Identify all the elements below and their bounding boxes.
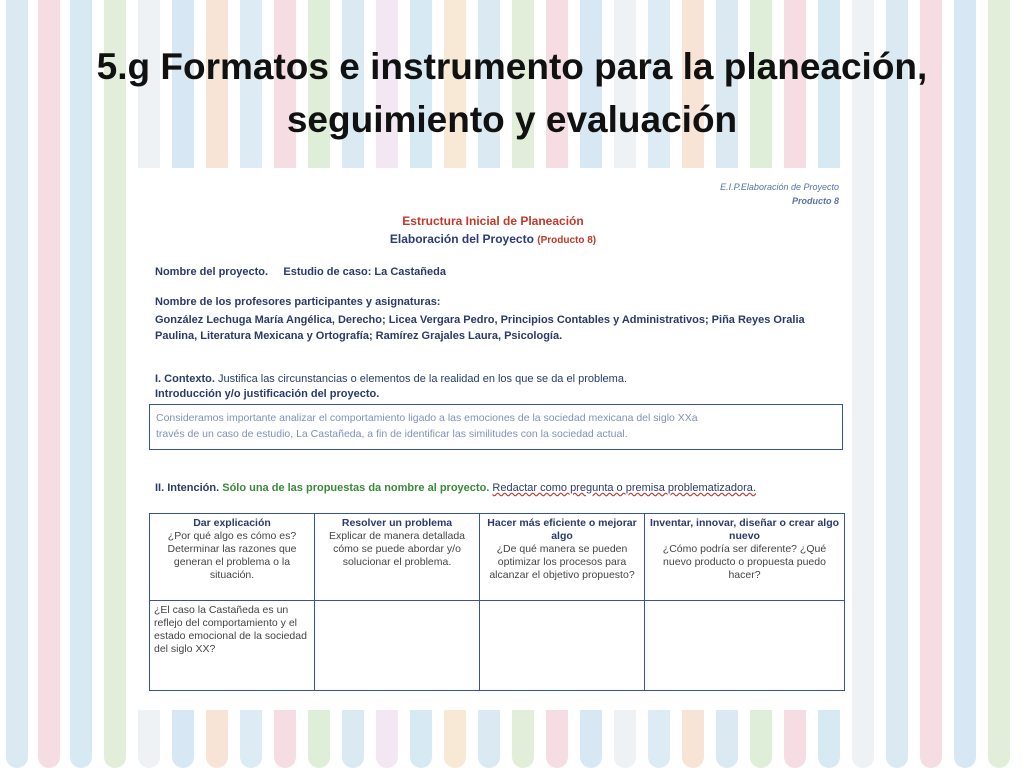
column-heading: Hacer más eficiente o mejorar algo — [487, 517, 637, 542]
intro-label: Introducción y/o justificación del proyecto. — [155, 388, 380, 400]
intention-label: II. Intención. — [155, 482, 220, 494]
column-heading: Dar explicación — [193, 517, 271, 529]
empty-cell — [315, 601, 480, 690]
project-name-line — [155, 266, 446, 278]
project-name-value: Estudio de caso: La Castañeda — [283, 266, 446, 278]
column-heading: Resolver un problema — [341, 517, 453, 529]
slide-title-line-1: 5.g Formatos e instrumento para la planeación, — [96, 46, 928, 87]
column-heading: Inventar, innovar, diseñar o crear algo nuevo — [649, 517, 840, 542]
context-box-line-1: Consideramos importante analizar el comportamiento ligado a las emociones de la sociedad mexicana del siglo XXa — [156, 412, 698, 424]
column-description: ¿De qué manera se pueden optimizar los procesos para alcanzar el objetivo propuesto? — [489, 543, 635, 581]
context-text: Justifica las circunstancias o elementos de la realidad en los que se da el problema. — [217, 373, 628, 385]
context-label: I. Contexto. — [155, 373, 215, 385]
teachers-label: Nombre de los profesores participantes y asignaturas: — [155, 296, 441, 308]
header-line-2: Producto 8 — [791, 196, 839, 206]
answer-cell: ¿El caso la Castañeda es un reflejo del comportamiento y el estado emocional de la sociedad del siglo XX? — [150, 601, 315, 690]
context-box — [149, 404, 843, 450]
teachers-line-2: Paulina, Literatura Mexicana y Ortografía; Ramírez Grajales Laura, Psicología. — [155, 330, 563, 342]
teachers-line-1: González Lechuga María Angélica, Derecho; Licea Vergara Pedro, Principios Contables y Administrativos; Piña Reyes Oralia — [155, 314, 805, 326]
column-description: ¿Cómo podría ser diferente? ¿Qué nuevo producto o propuesta puedo hacer? — [662, 543, 827, 581]
table-header-cell — [480, 514, 645, 601]
column-description: Explicar de manera detallada cómo se puede abordar y/o solucionar el problema. — [329, 530, 465, 568]
document-title-2-suffix: (Producto 8) — [537, 235, 597, 246]
column-description: ¿Por qué algo es cómo es? Determinar las razones que generan el problema o la situación. — [167, 530, 297, 581]
table-header-cell — [645, 514, 844, 601]
slide-title-line-2: seguimiento y evaluación — [286, 99, 738, 140]
intention-green-text: Sólo una de las propuestas da nombre al proyecto. — [222, 482, 490, 494]
intention-line — [155, 482, 756, 494]
document-header — [720, 180, 839, 208]
context-line — [155, 373, 627, 385]
table-header-cell — [150, 514, 315, 601]
empty-cell — [480, 601, 645, 690]
document-title-1: Estructura Inicial de Planeación — [402, 214, 584, 228]
intention-instruction: Redactar como pregunta o premisa problematizadora. — [492, 482, 756, 494]
document-title-2 — [135, 232, 851, 246]
document-title-2-text: Elaboración del Proyecto — [389, 232, 534, 246]
table-header-cell — [315, 514, 480, 601]
slide-title — [0, 40, 1024, 146]
context-box-line-2: través de un caso de estudio, La Castañeda, a fin de identificar las similitudes con la sociedad actual. — [156, 428, 628, 440]
header-line-1: E.I.P.Elaboración de Proyecto — [720, 182, 839, 192]
empty-cell — [645, 601, 844, 690]
intention-table — [149, 513, 845, 691]
project-name-label: Nombre del proyecto. — [155, 266, 269, 278]
document-image — [135, 168, 851, 710]
